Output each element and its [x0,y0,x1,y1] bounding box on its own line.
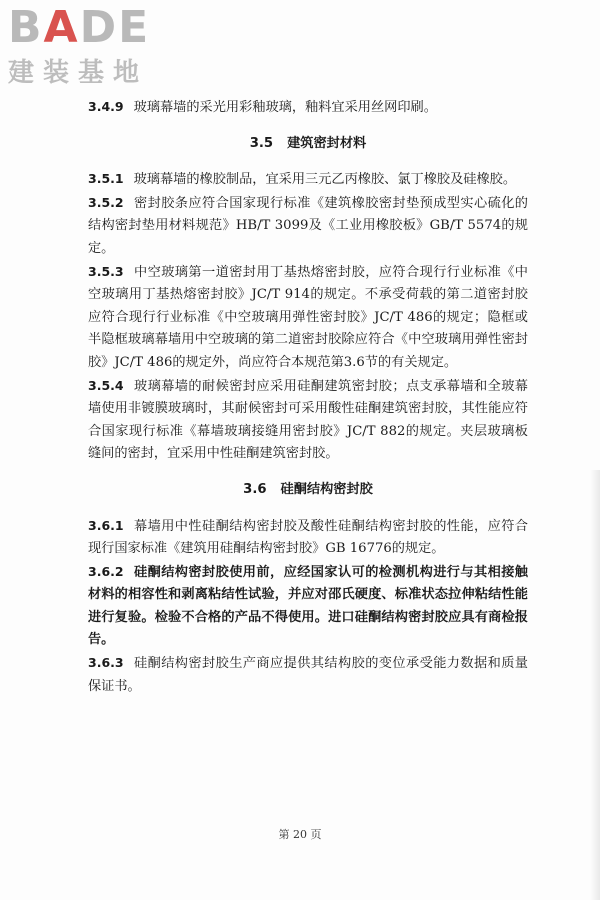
document-body [88,96,528,698]
clause-text: 玻璃幕墙的采光用彩釉玻璃，釉料宜采用丝网印刷。 [133,100,437,115]
clause-number: 3.5.2 [88,194,124,210]
clause-text: 幕墙用中性硅酮结构密封胶及酸性硅酮结构密封胶的性能，应符合现行国家标准《建筑用硅酮结构密封胶》GB 16776的规定。 [88,518,528,557]
clause-text: 玻璃幕墙的橡胶制品，宜采用三元乙丙橡胶、氯丁橡胶及硅橡胶。 [133,172,517,188]
section-number: 3.6 [243,481,267,497]
clause-paragraph [88,96,528,120]
clause-number: 3.6.3 [88,655,124,671]
clause-paragraph [88,261,528,375]
clause-number: 3.4.9 [88,99,124,114]
clause-number: 3.6.2 [88,563,124,579]
clause-paragraph [88,561,528,652]
clause-text: 中空玻璃第一道密封用丁基热熔密封胶，应符合现行行业标准《中空玻璃用丁基热熔密封胶》JC/T 914的规定。不承受荷载的第二道密封胶应符合现行行业标准《中空玻璃用弹性密封胶》JC/T 486的规定；隐框或半隐框玻璃幕墙用中空玻璃的第二道密封胶除应符合《中空玻璃用弹性密封胶》JC/T 486的规定外，尚应符合本规范第3.6节的有关规定。 [88,264,528,370]
clause-paragraph [88,375,528,466]
clause-number: 3.6.1 [88,517,124,533]
logo-chinese: 建装基地 [8,58,149,88]
clause-paragraph [88,192,528,261]
logo-accent-letter: A [43,2,80,53]
clause-paragraph [88,515,528,561]
section-heading [88,133,528,156]
scan-edge-shadow [590,470,600,900]
clause-number: 3.5.4 [88,377,124,393]
clause-paragraph [88,652,528,698]
section-heading [88,479,528,502]
clause-number: 3.5.1 [88,171,124,187]
clause-text: 硅酮结构密封胶使用前，应经国家认可的检测机构进行与其相接触材料的相容性和剥离粘结性试验，并应对邵氏硬度、标准状态拉伸粘结性能进行复验。检验不合格的产品不得使用。进口硅酮结构密封胶应具有商检报告。 [88,564,528,648]
clause-text: 密封胶条应符合国家现行标准《建筑橡胶密封垫预成型实心硫化的结构密封垫用材料规范》HB/T 3099及《工业用橡胶板》GB/T 5574的规定。 [88,195,528,256]
bade-watermark-logo [8,4,178,100]
section-number: 3.5 [249,135,274,151]
logo-english: BADE [8,2,151,53]
clause-paragraph [88,168,528,192]
clause-text: 玻璃幕墙的耐候密封应采用硅酮建筑密封胶；点支承幕墙和全玻幕墙使用非镀膜玻璃时，其耐候密封可采用酸性硅酮建筑密封胶，其性能应符合国家现行标准《幕墙玻璃接缝用密封胶》JC/T 882的规定。夹层玻璃板缝间的密封，宜采用中性硅酮建筑密封胶。 [88,378,528,462]
clause-number: 3.5.3 [88,263,124,279]
clause-text: 硅酮结构密封胶生产商应提供其结构胶的变位承受能力数据和质量保证书。 [88,656,528,694]
page-number: 第 20 页 [278,828,322,841]
section-title-text: 建筑密封材料 [287,135,367,151]
section-title-text: 硅酮结构密封胶 [280,481,373,497]
